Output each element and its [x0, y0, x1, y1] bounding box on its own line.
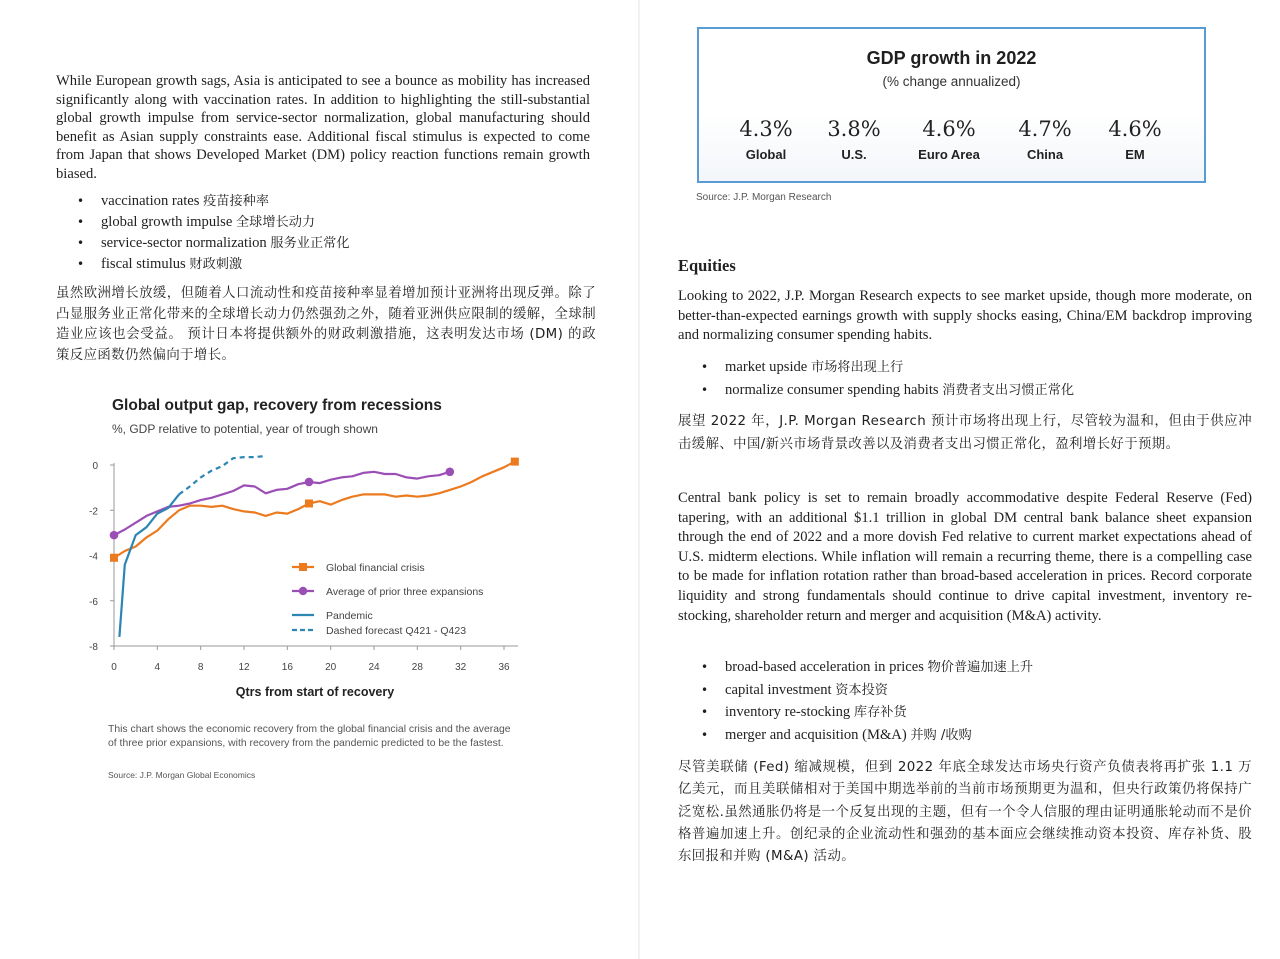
glossary-term-en: global growth impulse [101, 214, 233, 230]
equities-heading: Equities [678, 256, 736, 275]
glossary-term-zh: 资本投资 [835, 682, 888, 698]
gdp-item-em [1090, 115, 1180, 162]
x-tick-label: 8 [197, 662, 204, 673]
data-point-marker [305, 478, 314, 487]
gdp-value: 4.7% [1018, 117, 1072, 141]
central-bank-paragraph-en: Central bank policy is set to remain broadly accommodative despite Federal Reserve (Fed) tapering, with an additional $1.1 trillion in global DM central bank balance sheet expansion through the end of 2022 and a more dovish Fed relative to current market expectations ahead of U.S. midterm elections. While inflation will remain a recurring theme, there is a compelling case to be made for inflation rotation rather than broad-based acceleration in prices. Record corporate liquidity and strong fundamentals should continue to drive capital investment, inventory re-stocking, shareholder return and merger and acquisition (M&A) activity. [678, 490, 1252, 624]
x-tick-label: 20 [325, 662, 337, 673]
gdp-value: 3.8% [827, 117, 881, 141]
chart-caption-line: of three prior expansions, with recovery from the pandemic predicted to be the fastest. [108, 738, 504, 749]
data-point-marker [110, 531, 119, 540]
y-tick-label: -8 [89, 642, 98, 653]
legend-label: Average of prior three expansions [326, 586, 484, 598]
glossary-term-zh: 市场将出现上行 [810, 360, 904, 375]
glossary-term-zh: 疫苗接种率 [203, 194, 270, 209]
glossary-term-zh: 物价普遍加速上升 [927, 660, 1034, 675]
glossary-item [701, 356, 1241, 379]
glossary-item [77, 212, 597, 233]
glossary-item [701, 379, 1241, 402]
x-axis-label: Qtrs from start of recovery [235, 685, 395, 699]
glossary-term-zh: 并购 /收购 [910, 727, 972, 743]
y-tick-label: -6 [89, 596, 98, 608]
series-line [114, 462, 515, 558]
glossary-item [701, 724, 1241, 747]
central-bank-glossary-list [701, 656, 1241, 746]
glossary-list [77, 191, 597, 275]
gdp-region-label: Euro Area [918, 147, 980, 162]
glossary-term-en: fiscal stimulus [101, 256, 186, 272]
glossary-term-en: normalize consumer spending habits [725, 381, 939, 398]
gdp-value: 4.6% [922, 117, 976, 141]
glossary-term-en: service-sector normalization [101, 235, 267, 251]
glossary-term-en: capital investment [725, 681, 832, 698]
chart-caption-line: This chart shows the economic recovery from the global financial crisis and the average [108, 724, 511, 735]
x-tick-label: 24 [368, 662, 380, 673]
gdp-item-china [1000, 115, 1090, 162]
legend-label: Pandemic [326, 610, 373, 622]
right-page [640, 0, 1280, 959]
y-tick-label: 0 [92, 461, 98, 472]
glossary-term-en: vaccination rates [101, 193, 200, 209]
glossary-item [77, 191, 597, 212]
glossary-item [701, 701, 1241, 724]
glossary-term-zh: 财政刺激 [189, 257, 243, 272]
equities-glossary-list [701, 356, 1241, 401]
glossary-item [701, 656, 1241, 679]
chart-caption [108, 723, 548, 751]
glossary-term-zh: 服务业正常化 [270, 236, 350, 251]
data-point-marker [446, 467, 455, 476]
x-tick-label: 4 [154, 662, 161, 673]
data-point-marker [110, 554, 118, 562]
gdp-region-label: Global [745, 147, 787, 162]
equities-paragraph-zh: 展望 2022 年，J.P. Morgan Research 预计市场将出现上行，尽管较为温和，但由于供应冲击缓解、中国/新兴市场背景改善以及消费者支出习惯正常化，盈利增长好于预期。 [678, 414, 1252, 452]
glossary-term-zh: 全球增长动力 [236, 215, 316, 230]
gdp-region-label: China [1026, 147, 1064, 162]
glossary-term-en: merger and acquisition (M&A) [725, 726, 907, 743]
gdp-value: 4.3% [739, 117, 793, 141]
x-tick-label: 32 [455, 662, 467, 673]
gdp-box-subtitle: (% change annualized) [882, 74, 1021, 89]
x-tick-label: 16 [281, 662, 293, 673]
glossary-term-en: broad-based acceleration in prices [725, 659, 924, 675]
glossary-item [701, 679, 1241, 702]
glossary-term-en: inventory re-stocking [725, 704, 851, 720]
central-bank-paragraph-zh: 尽管美联储 (Fed) 缩减规模，但到 2022 年底全球发达市场央行资产负债表将再扩张 1.1 万亿美元，而且美联储相对于美国中期选举前的当前市场预期更为温和，但央行政策仍将保持广泛宽松.虽然通胀仍将是一个反复出现的主题，但有一个令人信服的理由证明通胀轮动而不是价格普遍加速上升。创纪录的企业流动性和强劲的基本面应会继续推动资本投资、库存补货、股东回报和并购 (M&A) 活动。 [678, 760, 1252, 865]
glossary-item [77, 254, 597, 275]
equities-paragraph-en: Looking to 2022, J.P. Morgan Research expects to see market upside, though more moderate, on better-than-expected earnings growth with supply shocks easing, China/EM backdrop improving and normalizing consumer spending habits. [678, 288, 1252, 343]
gdp-region-label: U.S. [841, 147, 867, 162]
glossary-term-zh: 消费者支出习惯正常化 [942, 382, 1075, 398]
output-gap-chart [70, 440, 630, 710]
gdp-value: 4.6% [1108, 117, 1162, 141]
x-tick-label: 36 [498, 662, 510, 673]
x-tick-label: 0 [111, 662, 117, 673]
gdp-item-euro-area [904, 115, 994, 162]
y-tick-label: -4 [89, 551, 98, 563]
series-line [179, 456, 266, 495]
intro-paragraph-en: While European growth sags, Asia is anticipated to see a bounce as mobility has increased significantly along with vaccination rates. In addition to highlighting the still-substantial global growth impulse from service-sector normalization, global manufacturing should benefit as Asian supply constraints ease. Additional fiscal stimulus is expected to come from Japan that shows Developed Market (DM) policy reaction functions remain growth biased. [56, 73, 590, 182]
legend-marker [299, 563, 307, 571]
gdp-item-us [809, 115, 899, 162]
gdp-growth-box [697, 27, 1206, 183]
chart-subtitle: %, GDP relative to potential, year of trough shown [112, 422, 378, 436]
data-point-marker [305, 499, 313, 507]
data-point-marker [511, 458, 519, 466]
x-tick-label: 28 [411, 662, 423, 673]
glossary-term-en: market upside [725, 359, 808, 375]
y-tick-label: -2 [89, 506, 98, 518]
x-tick-label: 12 [238, 662, 250, 673]
intro-paragraph-zh: 虽然欧洲增长放缓，但随着人口流动性和疫苗接种率显着增加预计亚洲将出现反弹。除了凸显服务业正常化带来的全球增长动力仍然强劲之外，随着亚洲供应限制的缓解，全球制造业应该也会受益。 预计日本将提供额外的财政刺激措施，这表明发达市场 (DM) 的政策反应函数仍然偏向于增长。 [56, 286, 596, 363]
chart-title: Global output gap, recovery from recessions [112, 397, 442, 414]
glossary-term-zh: 库存补货 [853, 705, 907, 720]
gdp-region-label: EM [1125, 147, 1145, 162]
legend-label: Global financial crisis [326, 562, 425, 574]
series-line [114, 472, 450, 535]
gdp-box-title: GDP growth in 2022 [866, 48, 1037, 68]
gdp-source: Source: J.P. Morgan Research [696, 192, 832, 203]
gdp-item-global [721, 115, 811, 162]
legend-label: Dashed forecast Q421 - Q423 [326, 625, 467, 637]
chart-source: Source: J.P. Morgan Global Economics [108, 770, 256, 780]
glossary-item [77, 233, 597, 254]
legend-marker [299, 587, 307, 595]
